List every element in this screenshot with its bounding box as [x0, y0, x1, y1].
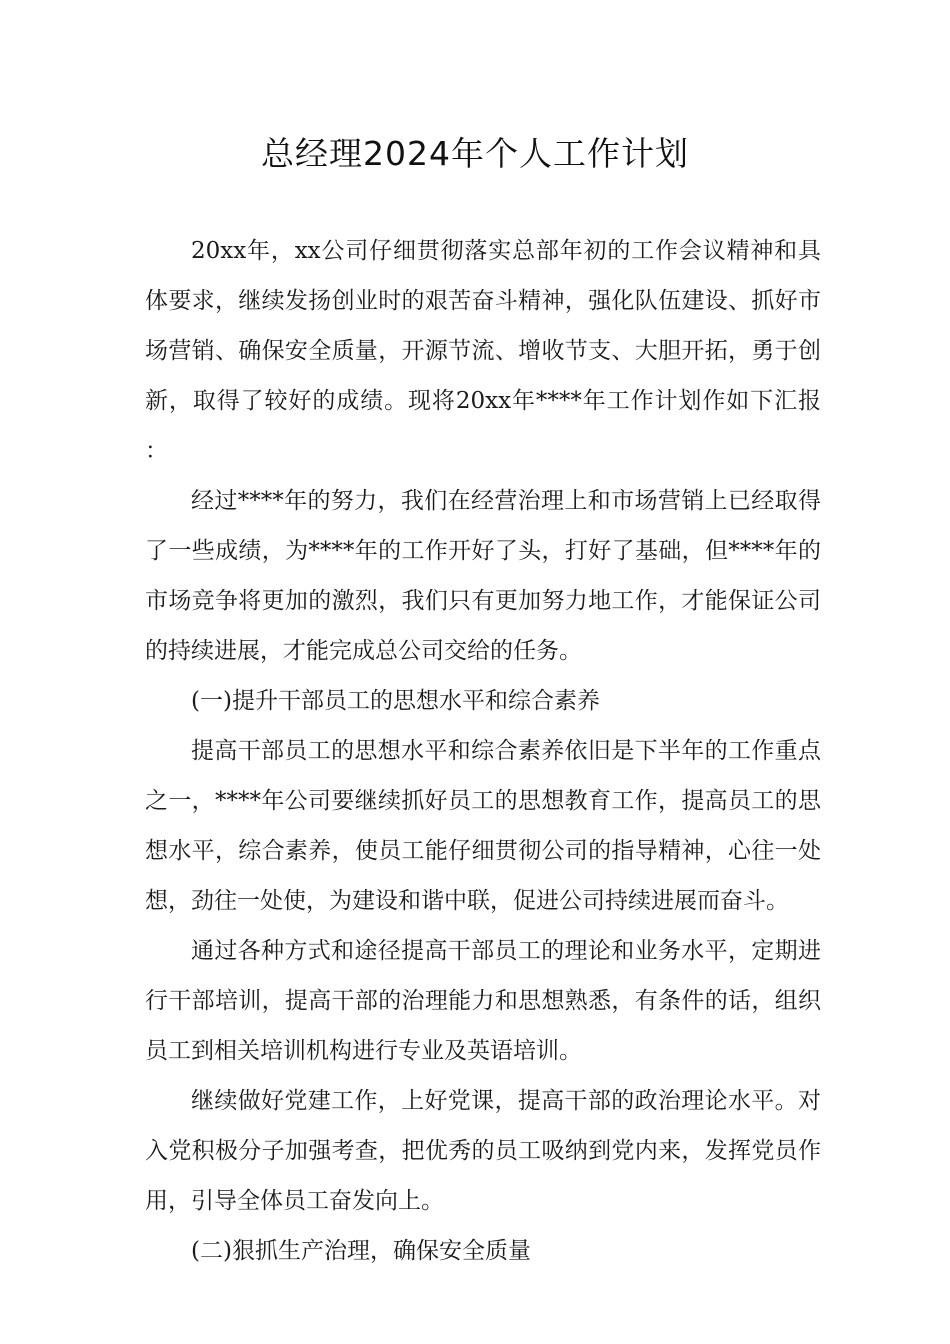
paragraph-intro: 20xx年，xx公司仔细贯彻落实总部年初的工作会议精神和具体要求，继续发扬创业时的艰苦奋斗精神，强化队伍建设、抓好市场营销、确保安全质量，开源节流、增收节支、大胆开拓，勇于创新，取得了较好的成绩。现将20xx年****年工作计划作如下汇报： [145, 238, 821, 464]
document-body [145, 226, 821, 1276]
section-heading-1: (一)提升干部员工的思想水平和综合素养 [191, 688, 600, 714]
paragraph-education: 提高干部员工的思想水平和综合素养依旧是下半年的工作重点之一，****年公司要继续抓好员工的思想教育工作，提高员工的思想水平，综合素养，使员工能仔细贯彻公司的指导精神，心往一处想，劲往一处使，为建设和谐中联，促进公司持续进展而奋斗。 [145, 738, 821, 914]
paragraph-training: 通过各种方式和途径提高干部员工的理论和业务水平，定期进行干部培训，提高干部的治理能力和思想熟悉，有条件的话，组织员工到相关培训机构进行专业及英语培训。 [145, 938, 821, 1064]
document-title: 总经理2024年个人工作计划 [261, 134, 689, 173]
paragraph-party-building: 继续做好党建工作，上好党课，提高干部的政治理论水平。对入党积极分子加强考查，把优秀的员工吸纳到党内来，发挥党员作用，引导全体员工奋发向上。 [145, 1088, 821, 1214]
paragraph-progress: 经过****年的努力，我们在经营治理上和市场营销上已经取得了一些成绩，为****年的工作开好了头，打好了基础，但****年的市场竞争将更加的激烈，我们只有更加努力地工作，才能保证公司的持续进展，才能完成总公司交给的任务。 [145, 488, 821, 664]
section-heading-2: (二)狠抓生产治理，确保安全质量 [191, 1238, 531, 1264]
